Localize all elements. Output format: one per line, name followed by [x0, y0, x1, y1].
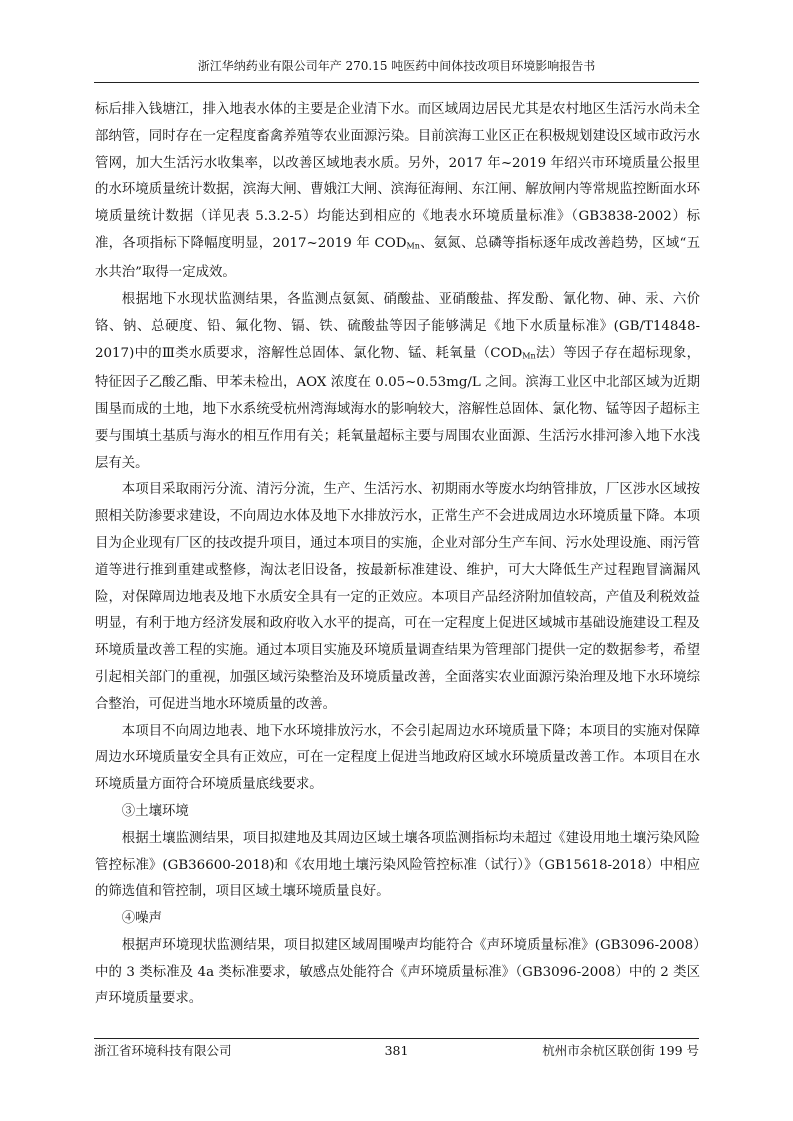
footer-company: 浙江省环境科技有限公司 [94, 1043, 232, 1058]
header-title: 浙江华纳药业有限公司年产 270.15 吨医药中间体技改项目环境影响报告书 [197, 59, 596, 73]
paragraph-noise: 根据声环境现状监测结果，项目拟建区域周围噪声均能符合《声环境质量标准》(GB3096-2008）中的 3 类标准及 4a 类标准要求，敏感点处能符合《声环境质量标准》（GB3096-2008）中的 2 类区声环境质量要求。 [95, 937, 700, 1007]
document-body [95, 97, 700, 1013]
paragraph-water-conclusion: 本项目不向周边地表、地下水环境排放污水，不会引起周边水环境质量下降；本项目的实施对保障周边水环境质量安全具有正效应，可在一定程度上促进当地政府区域水环境质量改善工作。本项目在水环境质量方面符合环境质量底线要求。 [95, 723, 700, 793]
section-heading-noise: ④噪声 [121, 911, 162, 927]
subscript: Mn [406, 241, 420, 251]
footer-address: 杭州市余杭区联创街 199 号 [542, 1043, 699, 1058]
paragraph-text: 标后排入钱塘江，排入地表水体的主要是企业清下水。而区域周边居民尤其是农村地区生活污水尚未全部纳管，同时存在一定程度畜禽养殖等农业面源污染。目前滨海工业区正在积极规划建设区域市政污水管网，加大生活污水收集率，以改善区域地表水质。另外，2017 年~2019 年绍兴市环境质量公报里的水环境质量统计数据，滨海大闸、曹娥江大闸、滨海征海闸、东江闸、解放闸内等常规监控断面水环境质量统计数据（详见表 5.3.2-5）均能达到相应的《地表水环境质量标准》（GB3838-2002）标准，各项指标下降幅度明显，2017~2019 年 COD [95, 102, 700, 251]
page-header [94, 58, 699, 83]
paragraph-text: 法）等因子存在超标现象，特征因子乙酸乙酯、甲苯未检出，AOX 浓度在 0.05~0.53mg/L 之间。滨海工业区中北部区域为近期围垦而成的土地，地下水系统受杭州湾海域海水的影响较大，溶解性总固体、氯化物、锰等因子超标主要与围填土基质与海水的相互作用有关；耗氧量超标主要与周围农业面源、生活污水排河渗入地下水浅层有关。 [95, 345, 700, 471]
paragraph-soil: 根据土壤监测结果，项目拟建地及其周边区域土壤各项监测指标均未超过《建设用地土壤污染风险管控标准》(GB36600-2018)和《农用地土壤污染风险管控标准（试行）》（GB15618-2018）中相应的筛选值和管控制，项目区域土壤环境质量良好。 [95, 830, 700, 900]
paragraph-groundwater [95, 287, 700, 477]
paragraph-project-measures: 本项目采取雨污分流、清污分流，生产、生活污水、初期雨水等废水均纳管排放，厂区涉水区域按照相关防渗要求建设，不向周边水体及地下水排放污水，正常生产不会进成周边水环境质量下降。本项目为企业现有厂区的技改提升项目，通过本项目的实施，企业对部分生产车间、污水处理设施、雨污管道等进行推到重建或整修，淘汰老旧设备，按最新标准建设、维护，可大大降低生产过程跑冒滴漏风险，对保障周边地表及地下水质安全具有一定的正效应。本项目产品经济附加值较高，产值及利税效益明显，有利于地方经济发展和政府收入水平的提高，可在一定程度上促进区域城市基础设施建设工程及环境质量改善工程的实施。通过本项目实施及环境质量调查结果为管理部门提供一定的数据参考，希望引起相关部门的重视，加强区域污染整治及环境质量改善，全面落实农业面源污染治理及地下水环境综合整治，可促进当地水环境质量的改善。 [95, 482, 700, 712]
paragraph-text: 根据地下水现状监测结果，各监测点氨氮、硝酸盐、亚硝酸盐、挥发酚、氰化物、砷、汞、六价铬、钠、总硬度、铅、氟化物、镉、铁、硫酸盐等因子能够满足《地下水质量标准》(GB/T14848-2017)中的Ⅲ类水质要求，溶解性总固体、氯化物、锰、耗氧量（COD [95, 292, 700, 361]
paragraph-surface-water [95, 97, 700, 287]
subscript: Mn [522, 351, 536, 361]
page-number: 381 [384, 1043, 409, 1058]
page-footer [94, 1038, 699, 1058]
section-heading-soil: ③土壤环境 [121, 803, 189, 819]
paragraph-text: 、氨氮、总磷等指标逐年成改善趋势，区域“五水共治”取得一定成效。 [95, 235, 700, 281]
